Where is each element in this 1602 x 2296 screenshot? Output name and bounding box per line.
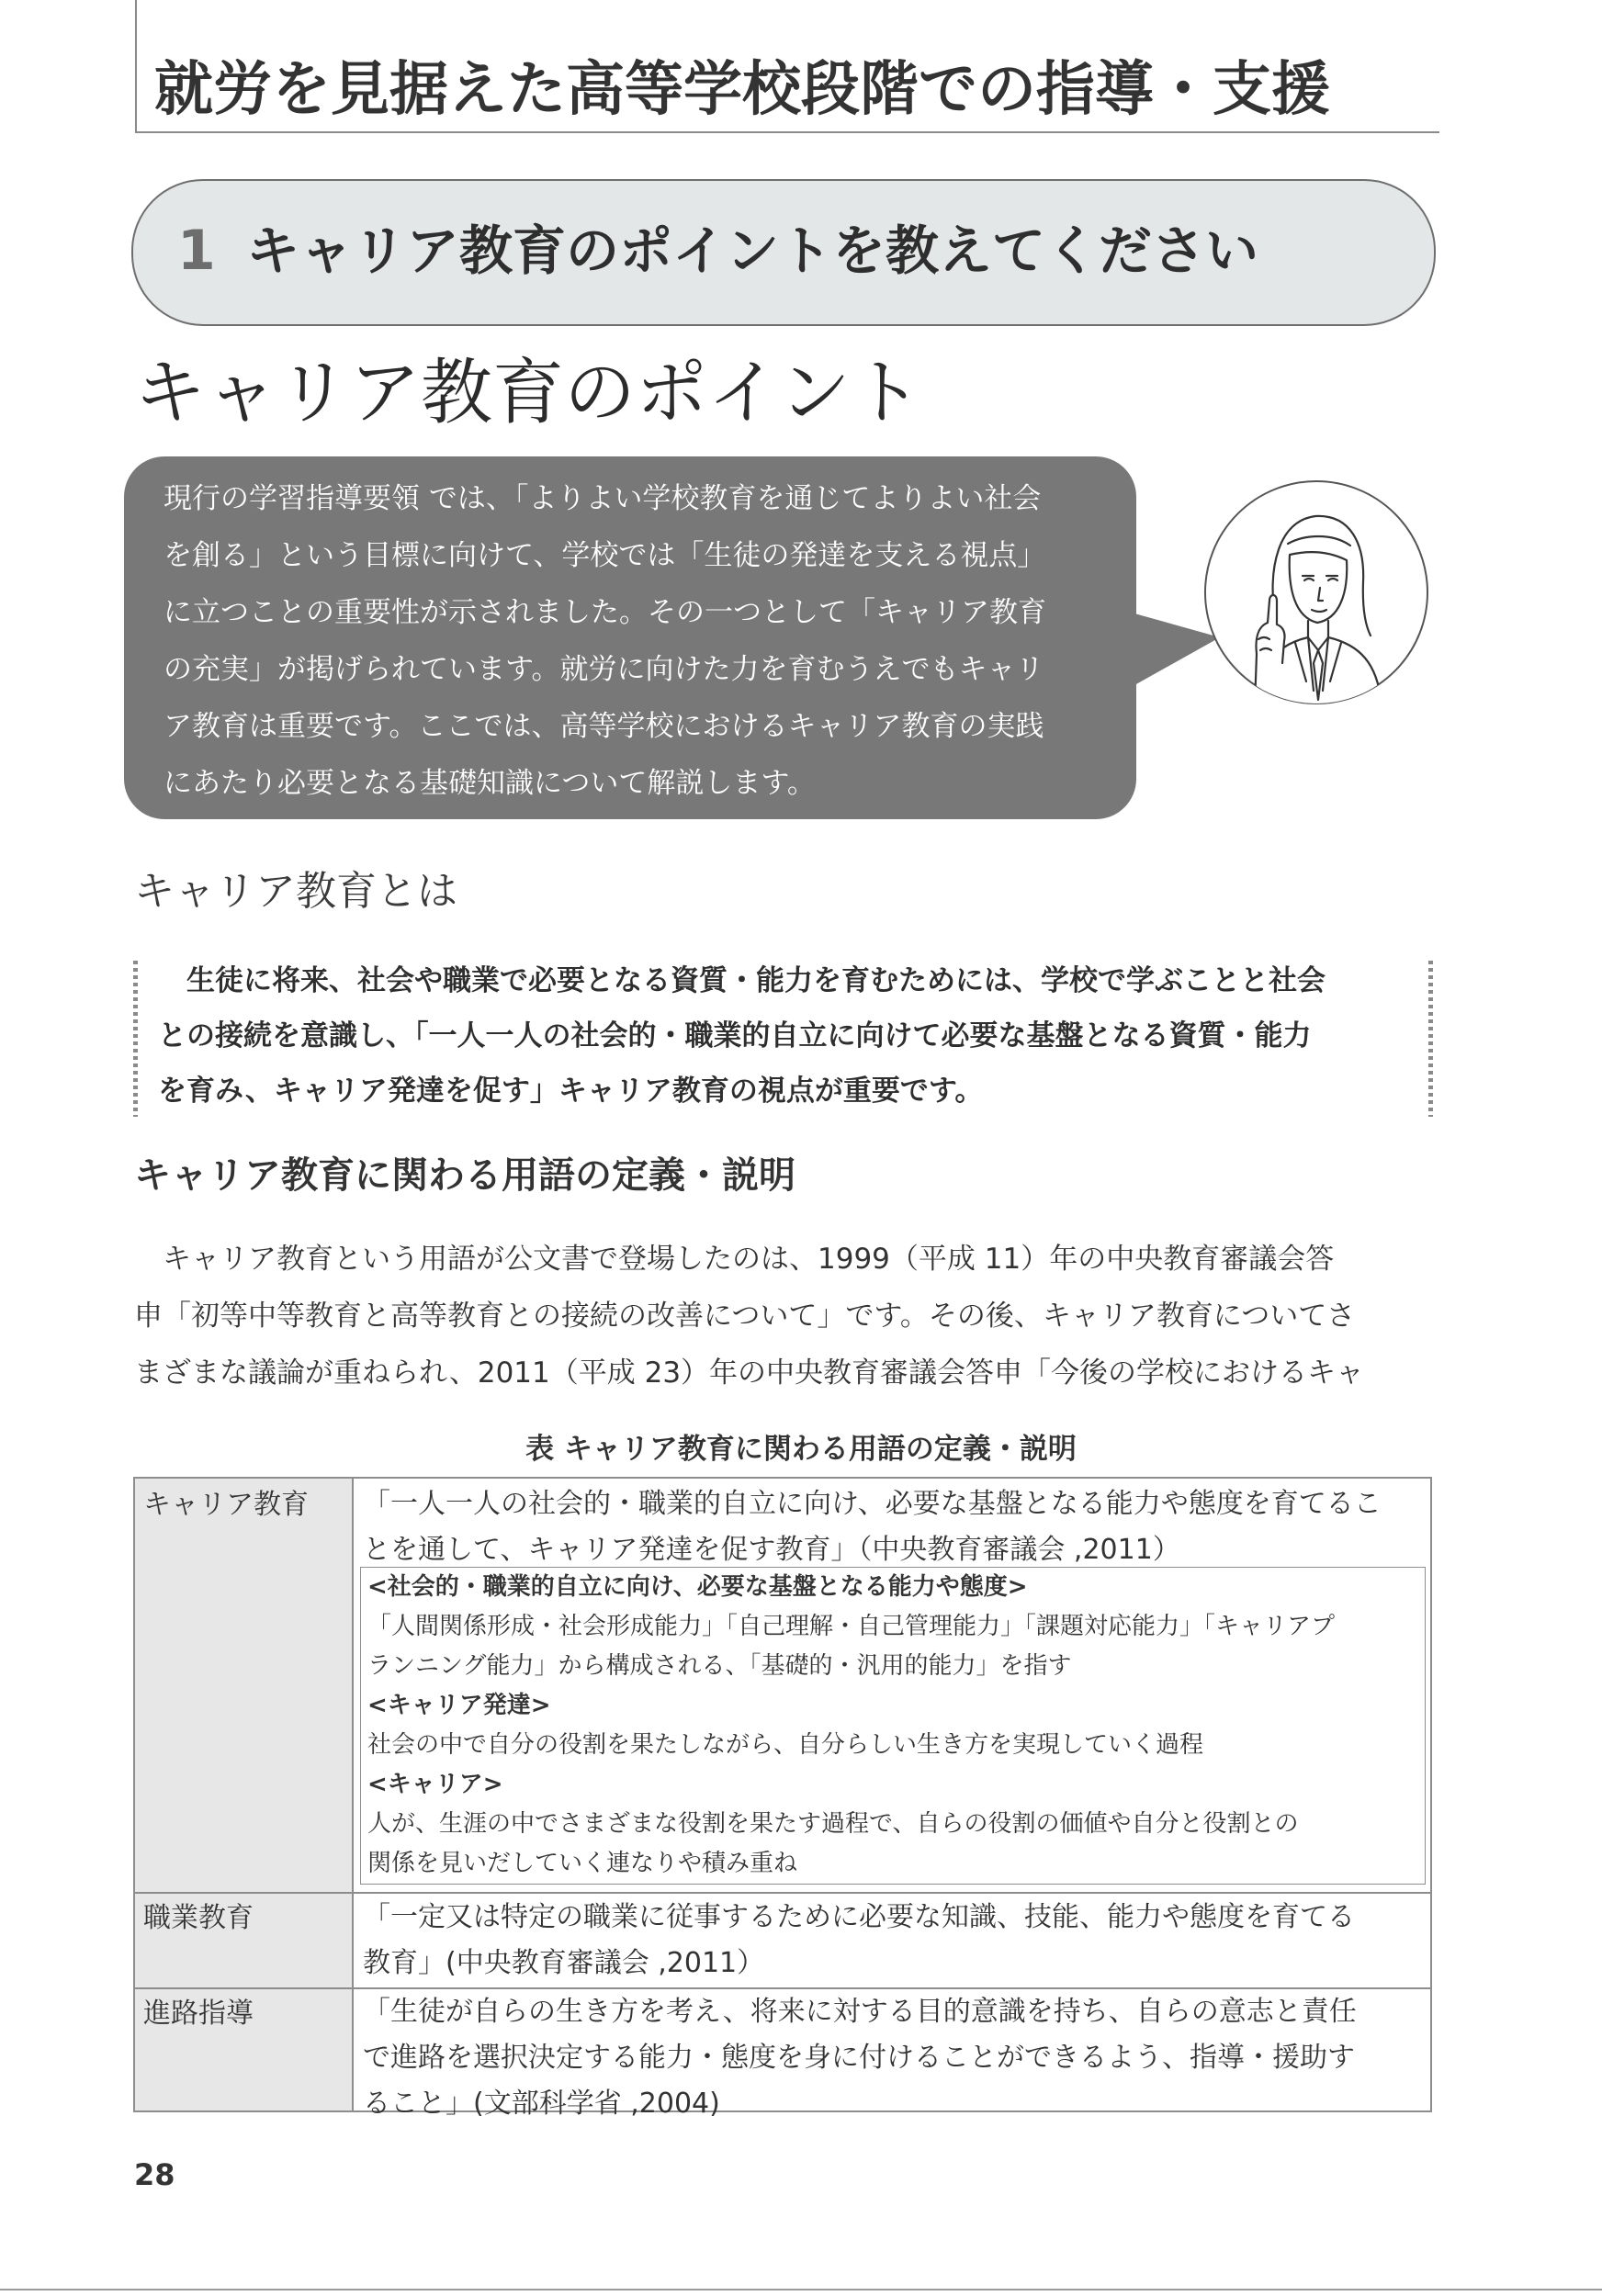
bubble-line: 現行の学習指導要領 では、「よりよい学校教育を通じてよりよい社会: [164, 482, 1042, 515]
callout-line: を育み、キャリア発達を促す」キャリア教育の視点が重要です。: [158, 1075, 984, 1108]
bubble-line: ア教育は重要です。ここでは、高等学校におけるキャリア教育の実践: [164, 710, 1044, 743]
definition-line: で進路を選択決定する能力・態度を身に付けることができるよう、指導・援助す: [363, 2042, 1355, 2074]
definition-line: 「一定又は特定の職業に従事するために必要な知識、技能、能力や態度を育てる: [363, 1901, 1355, 1933]
definition-line: 教育」(中央教育審議会 ,2011）: [363, 1947, 765, 1979]
definition-line: 「生徒が自らの生き方を考え、将来に対する目的意識を持ち、自らの意志と責任: [363, 1996, 1357, 2028]
body-line: キャリア教育という用語が公文書で登場したのは、1999（平成 11）年の中央教育審議会答: [134, 1243, 1335, 1276]
inner-line: 「人間関係形成・社会形成能力」「自己理解・自己管理能力」「課題対応能力」「キャリアプ: [367, 1613, 1336, 1640]
body-paragraph: [134, 1231, 1438, 1401]
sub-heading: キャリア教育とは: [134, 868, 457, 915]
definition-line: とを通して、キャリア発達を促す教育」（中央教育審議会 ,2011）: [363, 1534, 1180, 1566]
inner-line: ランニング能力」から構成される、「基礎的・汎用的能力」を指す: [367, 1652, 1072, 1680]
chapter-header-rule-vertical: [135, 0, 137, 133]
speech-bubble-text: [164, 470, 1119, 812]
table-term-career-education: キャリア教育: [143, 1489, 309, 1521]
inner-line: 関係を見いだしていく連なりや積み重ね: [367, 1850, 798, 1877]
body-line: 申「初等中等教育と高等教育との接続の改善について」です。その後、キャリア教育についてさ: [134, 1300, 1356, 1333]
callout-line: 生徒に将来、社会や職業で必要となる資質・能力を育むためには、学校で学ぶことと社会: [158, 964, 1326, 997]
table-row-divider: [135, 1892, 1430, 1894]
section-number: 1: [177, 219, 216, 283]
bubble-line: を創る」という目標に向けて、学校では「生徒の発達を支える視点」: [164, 539, 1046, 572]
table-definition: [363, 1895, 1428, 1986]
callout-border-left: [133, 961, 138, 1117]
bubble-line: にあたり必要となる基礎知識について解説します。: [164, 767, 816, 800]
table-column-divider: [352, 1479, 354, 2110]
terms-heading: キャリア教育に関わる用語の定義・説明: [134, 1154, 795, 1197]
page-number: 28: [134, 2157, 175, 2192]
callout-line: との接続を意識し、「一人一人の社会的・職業的自立に向けて必要な基盤となる資質・能力: [158, 1019, 1312, 1052]
inner-line: 社会の中で自分の役割を果たしながら、自分らしい生き方を実現していく過程: [367, 1731, 1204, 1759]
bubble-line: の充実」が掲げられています。就労に向けた力を育むうえでもキャリ: [164, 653, 1044, 686]
inner-heading: <キャリア発達>: [367, 1692, 551, 1719]
section-title: キャリア教育のポイントを教えてください: [246, 219, 1259, 282]
teacher-avatar-icon: [1203, 479, 1429, 705]
chapter-header-rule-horizontal: [135, 131, 1439, 133]
page-bottom-rule: [0, 2289, 1602, 2290]
page-heading: キャリア教育のポイント: [134, 352, 923, 434]
body-line: まざまな議論が重ねられ、2011（平成 23）年の中央教育審議会答申「今後の学校におけるキャ: [134, 1356, 1365, 1390]
chapter-title: 就労を見据えた高等学校段階での指導・支援: [154, 56, 1330, 124]
inner-heading: <キャリア>: [367, 1771, 503, 1798]
inner-definition-text: [367, 1568, 1424, 1884]
table-caption: 表 キャリア教育に関わる用語の定義・説明: [525, 1433, 1077, 1466]
table-definition: [363, 1481, 1428, 1573]
table-term-career-guidance: 進路指導: [143, 1998, 254, 2030]
inner-heading: <社会的・職業的自立に向け、必要な基盤となる能力や態度>: [367, 1573, 1028, 1601]
callout-border-right: [1428, 961, 1433, 1117]
bubble-line: に立つことの重要性が示されました。その一つとして「キャリア教育: [164, 596, 1046, 629]
definition-line: ること」(文部科学省 ,2004): [363, 2088, 720, 2120]
table-definition: [363, 1989, 1428, 2127]
inner-line: 人が、生涯の中でさまざまな役割を果たす過程で、自らの役割の価値や自分と役割との: [367, 1810, 1299, 1838]
key-point-callout: [158, 953, 1416, 1119]
definition-line: 「一人一人の社会的・職業的自立に向け、必要な基盤となる能力や態度を育てるこ: [363, 1488, 1382, 1520]
table-term-vocational-education: 職業教育: [143, 1902, 254, 1934]
